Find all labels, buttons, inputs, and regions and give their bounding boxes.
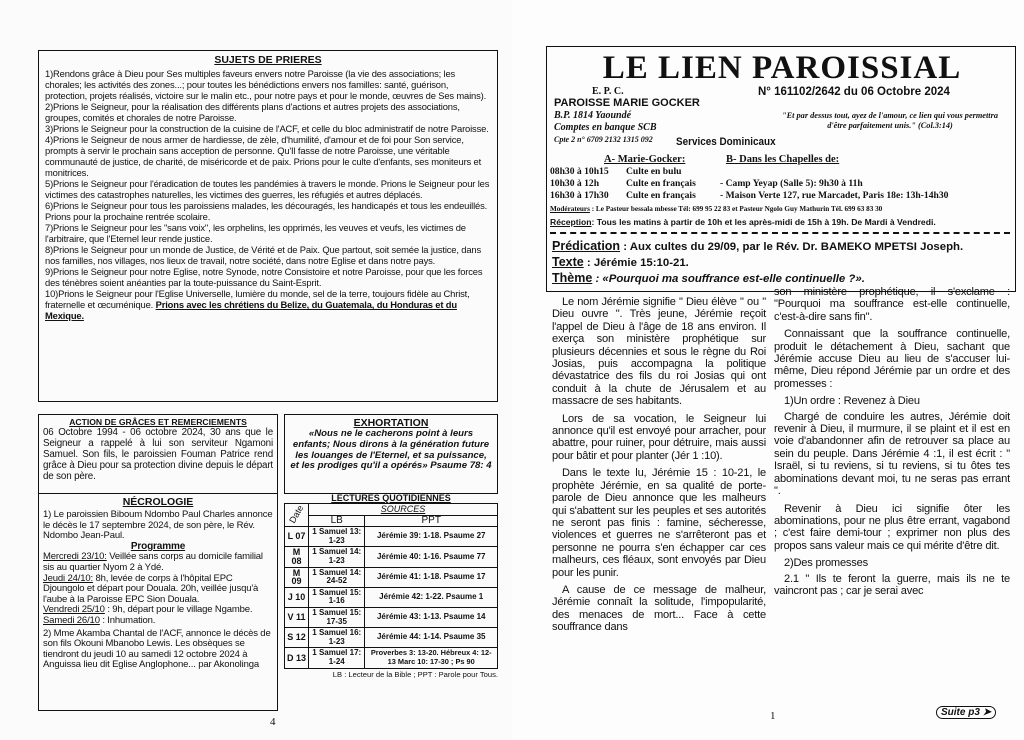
table-row bbox=[285, 648, 498, 668]
chapel-row: - Camp Yeyap (Salle 5): 9h30 à 11h bbox=[720, 178, 863, 189]
paragraph: A cause de ce message de malheur, Jérémie connaît la solitude, l'impopularité, des menaces de mort... Face à cette souffrance dans bbox=[552, 583, 766, 634]
article-column-1 bbox=[552, 296, 766, 639]
necrology-box bbox=[38, 493, 278, 711]
services-b-list bbox=[720, 178, 948, 202]
action-title: ACTION DE GRÂCES ET REMERCIEMENTS bbox=[69, 417, 247, 427]
program-title: Programme bbox=[130, 540, 186, 552]
epc-label: E. P. C. bbox=[592, 86, 624, 97]
paragraph: 2.1 " Ils te feront la guerre, mais ils ne te vaincront pas ; car je serai avec bbox=[774, 572, 1010, 597]
paragraph: Lors de sa vocation, le Seigneur lui annonce qu'il est envoyé pour arracher, pour abattre, pour ruiner, pour détruire, mais aussi pour bâtir et pour planter (Jér 1 :10). bbox=[552, 412, 766, 462]
paragraph: Revenir à Dieu ici signifie ôter les abominations, pour ne plus être errant, vagabond ; c'est faire demi-tour ; exprimer non plus des propos sans valeur mais ce qui mérite d'être dit. bbox=[774, 502, 1010, 552]
preaching-text: : Aux cultes du 29/09, par le Rév. Dr. BAMEKO MPETSI Joseph. bbox=[620, 241, 964, 253]
program-detail: Veillée sans corps au domicile familial sis au quartier Nyom 2 à Ydé. bbox=[43, 551, 263, 573]
program-line bbox=[43, 552, 273, 573]
program-detail: 8h, levée de corps à l'hôpital EPC Djoungolo et départ pour Douala. 20h, veillée jusqu'à l'aube à la Paroisse EPC Sion Douala. bbox=[43, 572, 259, 605]
row-ppt: Jérémie 43: 1-13. Psaume 14 bbox=[365, 607, 498, 627]
moderators-line bbox=[550, 205, 882, 213]
program-detail: : Inhumation. bbox=[99, 614, 156, 626]
prayer-item: 7)Prions le Seigneur pour les "sans voix", les orphelins, les opprimés, les veuves et veufs, les victimes de l'arbitraire, que l'Eternel leur rende justice. bbox=[45, 222, 466, 244]
lb-header: LB bbox=[309, 515, 365, 527]
service-time: 16h30 à 17h30 bbox=[550, 190, 609, 201]
prayers-title: SUJETS DE PRIERES bbox=[214, 54, 322, 66]
postal-box: B.P. 1814 Yaoundé bbox=[554, 110, 632, 121]
row-lb: 1 Samuel 17: 1-24 bbox=[309, 648, 365, 668]
date-header-label: Date bbox=[287, 503, 306, 526]
issue-number: N° 161102/2642 du 06 Octobre 2024 bbox=[758, 86, 950, 98]
row-lb: 1 Samuel 13: 1-23 bbox=[309, 527, 365, 547]
necrology-text bbox=[43, 510, 273, 671]
services-title: Services Dominicaux bbox=[676, 136, 776, 148]
text-line bbox=[552, 255, 689, 269]
paragraph: Connaissant que la souffrance continuelle, produit le détachement à Dieu, sachant que Jérémie accuse Dieu au lieu de s'accuser lui-même, Dieu répond Jérémie par un ordre et des promesses : bbox=[774, 328, 1010, 390]
row-lb: 1 Samuel 15: 1-16 bbox=[309, 587, 365, 607]
service-what: Culte en français bbox=[626, 178, 696, 189]
necrology-item-1: 1) Le paroissien Biboum Ndombo Paul Charles annonce le décès le 17 septembre 2024, de son père, le Rév. Ndombo Jean-Paul. bbox=[43, 509, 273, 542]
moderators-label: Modérateurs bbox=[550, 205, 590, 213]
verse-quote bbox=[774, 111, 1006, 131]
page-number: 4 bbox=[270, 716, 276, 728]
row-date: L 07 bbox=[285, 527, 309, 547]
service-what: Culte en bulu bbox=[626, 166, 682, 177]
paragraph: son ministère prophétique, il s'exclame : "Pourquoi ma souffrance est-elle continuelle, c'est-à-dire sans fin". bbox=[774, 286, 1010, 323]
account-number: Cpte 2 n° 6709 2132 1315 092 bbox=[554, 135, 653, 144]
program-day: Mercredi 23/10: bbox=[43, 551, 107, 563]
table-row bbox=[285, 607, 498, 627]
table-row bbox=[285, 587, 498, 607]
lectures-section bbox=[284, 494, 498, 679]
table-row bbox=[285, 567, 498, 587]
action-box bbox=[38, 414, 278, 494]
program-line bbox=[43, 616, 273, 627]
prayer-item-10: 10)Prions le Seigneur pour l'Eglise Universelle, lumière du monde, sel de la terre, toujours fidèle au Christ, fraternelle et œcuménique. bbox=[45, 288, 470, 310]
paragraph: Chargé de conduire les autres, Jérémie doit revenir à Dieu, il murmure, il se plaint et il est en voie d'abandonner afin de retrouver sa place au sein du peuple. Dans Jérémie 4 :1, il est écrit : " Israël, si tu reviens, si tu reviens, si tu ôtes tes abominations devant moi, tu ne seras pas errant ". bbox=[774, 410, 1010, 498]
service-row bbox=[550, 178, 696, 190]
arrow-icon: ➤ bbox=[982, 707, 992, 718]
theme-label: Thème bbox=[552, 271, 593, 285]
service-what: Culte en français bbox=[626, 190, 696, 201]
row-ppt: Jérémie 39: 1-18. Psaume 27 bbox=[365, 527, 498, 547]
necrology-item-2: 2) Mme Akamba Chantal de l'ACF, annonce le décès de son fils Okouni Mbanobo Lewis. Les obsèques se tiendront du jeudi 10 au samedi 12 octobre 2024 à Anguissa lieu dit Eglise Anglophone... par Akonolinga bbox=[43, 627, 271, 671]
preaching-label: Prédication bbox=[552, 239, 621, 253]
table-row bbox=[285, 628, 498, 648]
page-number: 1 bbox=[770, 710, 776, 722]
prayer-item: 1)Rendons grâce à Dieu pour Ses multiples faveurs envers notre Paroisse (la vie des associations; les chorales; les activités des zones...; pour toutes les bénédictions envers nos familles: santé, guérison, protection, projets réalisés, victoire sur le malin etc., pour notre pays et pour le monde, œuvres de Ses mains). bbox=[45, 68, 487, 101]
sources-header: SOURCES bbox=[309, 504, 498, 516]
row-lb: 1 Samuel 14: 1-23 bbox=[309, 547, 365, 567]
paragraph: Dans le texte lu, Jérémie 15 : 10-21, le prophète Jérémie, en sa qualité de porte-parole de Dieu annonce que les malheurs qui s'abattent sur les peuples et ses autorités ne seront pas finis : famine, sécheresse, violences et guerres ne s'arrêteront pas et personne ne pourra s'en échapper car ces malheurs, ces fléaux, sont envoyés par Dieu pour les punir. bbox=[552, 467, 766, 579]
prayer-item: 3)Prions le Seigneur pour la construction de la cuisine de l'ACF, et celle du bloc administratif de notre Paroisse. bbox=[45, 123, 489, 134]
article-column-2 bbox=[774, 286, 1010, 602]
paragraph: 1)Un ordre : Revenez à Dieu bbox=[784, 395, 920, 408]
service-time: 08h30 à 10h15 bbox=[550, 166, 609, 177]
program-day: Jeudi 24/10: bbox=[43, 572, 93, 584]
parish-name: PAROISSE MARIE GOCKER bbox=[554, 97, 700, 109]
reception-line bbox=[550, 217, 936, 227]
services-a-title: A- Marie-Gocker: bbox=[604, 154, 686, 165]
row-ppt: Jérémie 40: 1-16. Psaume 77 bbox=[365, 547, 498, 567]
row-date: M 08 bbox=[285, 547, 309, 567]
lectures-title: LECTURES QUOTIDIENNES bbox=[331, 493, 451, 503]
text-ref: : Jérémie 15:10-21. bbox=[583, 257, 689, 269]
lectures-table bbox=[284, 503, 498, 669]
exhortation-box bbox=[284, 414, 498, 494]
prayer-item: 5)Prions le Seigneur pour l'éradication de toutes les pandémies à travers le monde. Prions le Seigneur pour les victimes des catastrophes naturelles, les victimes des guerres, les réfugiés et autres déplacés. bbox=[45, 178, 490, 200]
paragraph: Le nom Jérémie signifie " Dieu élève " ou " Dieu ouvre ". Très jeune, Jérémie reçoit l'appel de Dieu à l'âge de 18 ans environ. Il exerça son ministère prophétique sur plusieurs décennies et sous le règne du Roi Josias, puis accompagna la politique dévastatrice des fils du roi Josias qui ont conduit à la chute de Jérusalem et au massacre de ses habitants. bbox=[552, 296, 766, 408]
prayer-emphasis: Prions avec les chrétiens du Belize, du Guatemala, du Honduras et du Mexique. bbox=[45, 299, 457, 321]
program-detail: : 9h, départ pour le village Ngambe. bbox=[104, 604, 253, 616]
program-day: Samedi 26/10 bbox=[43, 614, 100, 626]
lectures-legend: LB : Lecteur de la Bible ; PPT : Parole pour Tous. bbox=[332, 669, 498, 679]
dash-separator bbox=[550, 232, 1010, 234]
chapel-row: - Maison Verte 127, rue Marcadet, Paris 18e: 13h-14h30 bbox=[720, 190, 949, 201]
moderators-text: : Le Pasteur bessala mbesse Tél: 699 95 22 83 et Pasteur Ngolo Guy Mathurin Tél. 699 63 83 30 bbox=[589, 205, 883, 213]
row-ppt: Jérémie 42: 1-22. Psaume 1 bbox=[365, 587, 498, 607]
right-page bbox=[512, 0, 1024, 740]
table-row bbox=[285, 547, 498, 567]
prayer-item bbox=[45, 288, 491, 321]
services-a-list bbox=[550, 166, 696, 202]
prayer-item: 9)Prions le Seigneur pour notre Eglise, notre Synode, notre Consistoire et notre Paroisse, pour que les forces des ténèbres soient anéanties par la toute-puissance du Saint-Esprit. bbox=[45, 266, 483, 288]
row-lb: 1 Samuel 16: 1-23 bbox=[309, 628, 365, 648]
row-ppt: Jérémie 44: 1-14. Psaume 35 bbox=[365, 628, 498, 648]
exhortation-title: EXHORTATION bbox=[353, 417, 429, 429]
ppt-header: PPT bbox=[365, 515, 498, 527]
bank-info: Comptes en banque SCB bbox=[554, 122, 657, 133]
row-date: M 09 bbox=[285, 567, 309, 587]
row-ppt: Proverbes 3: 13-20. Hébreux 4: 12-13 Marc 10: 17-30 ; Ps 90 bbox=[365, 648, 498, 668]
row-lb: 1 Samuel 14: 24-52 bbox=[309, 567, 365, 587]
row-date: S 12 bbox=[285, 628, 309, 648]
continued-tag bbox=[936, 706, 996, 719]
text-label: Texte bbox=[552, 255, 584, 269]
row-ppt: Jérémie 41: 1-18. Psaume 17 bbox=[365, 567, 498, 587]
program-day: Vendredi 25/10 bbox=[43, 604, 105, 616]
prayer-item: 2)Prions le Seigneur, pour la réalisation des différents plans d'actions et autres projets des associations, groupes, comités et chorales de notre Paroisse. bbox=[45, 101, 460, 123]
program-line bbox=[43, 574, 273, 606]
row-date: J 10 bbox=[285, 587, 309, 607]
row-date: V 11 bbox=[285, 607, 309, 627]
paragraph: 2)Des promesses bbox=[784, 557, 868, 570]
continued-label: Suite p3 bbox=[941, 707, 980, 718]
date-header bbox=[285, 504, 309, 527]
reception-text: : Tous les matins à partir de 10h et les après-midi de 15h à 19h. De Mardi à Vendredi. bbox=[591, 217, 936, 227]
service-row bbox=[550, 166, 696, 178]
newsletter-title: LE LIEN PAROISSIAL bbox=[602, 50, 962, 86]
theme-line bbox=[552, 271, 865, 285]
prayer-item: 6)Prions le Seigneur pour tous les paroissiens malades, les découragés, les handicapés et tous les endeuillés. Prions pour la prochaine rentrée scolaire. bbox=[45, 200, 488, 222]
preaching-line bbox=[552, 239, 963, 253]
exhortation-text: «Nous ne le cacherons point à leurs enfants; Nous dirons à la génération future les louanges de l'Eternel, et sa puissance, et les prodiges qu'il a opérés» Psaume 78: 4 bbox=[290, 428, 492, 472]
prayer-item: 8)Prions le Seigneur pour un monde de Justice, de Vérité et de Paix. Que partout, soit semée la justice, dans nos familles, nos villages, nos lieux de travail, notre société, dans notre Eglise et dans notre pays. bbox=[45, 244, 481, 266]
verse-ref: (Col.3:14) bbox=[918, 121, 953, 130]
verse-text: "Et par dessus tout, ayez de l'amour, ce lien qui vous permettra d'être parfaitement unis." bbox=[782, 111, 998, 130]
theme-text: : «Pourquoi ma souffrance est-elle continuelle ?». bbox=[592, 273, 865, 285]
row-date: D 13 bbox=[285, 648, 309, 668]
prayers-box bbox=[38, 50, 498, 402]
reception-label: Réception bbox=[550, 217, 592, 227]
table-row bbox=[285, 527, 498, 547]
row-lb: 1 Samuel 15: 17-35 bbox=[309, 607, 365, 627]
action-text: 06 Octobre 1994 - 06 octobre 2024, 30 ans que le Seigneur a rappelé à lui son serviteur Ngamoni Samuel. Son fils, le paroissien Fouman Patrice rend grâce à Dieu pour sa protection divine depuis le départ de son père. bbox=[43, 427, 273, 482]
prayers-list bbox=[45, 68, 491, 321]
prayer-item: 4)Prions le Seigneur de nous armer de hardiesse, de zèle, d'humilité, d'amour et de foi pour Son service, prompts à servir le prochain sans acception de personne. Qu'Il fasse de notre Paroisse, une véritable communauté de justice, de charité, de miséricorde et de paix. Prions pour le culte d'enfants, ses moniteurs et monitrices. bbox=[45, 134, 482, 178]
services-b-title: B- Dans les Chapelles de: bbox=[726, 154, 840, 165]
service-row bbox=[550, 190, 696, 202]
service-time: 10h30 à 12h bbox=[550, 178, 600, 189]
necrology-title: NÉCROLOGIE bbox=[122, 496, 194, 508]
